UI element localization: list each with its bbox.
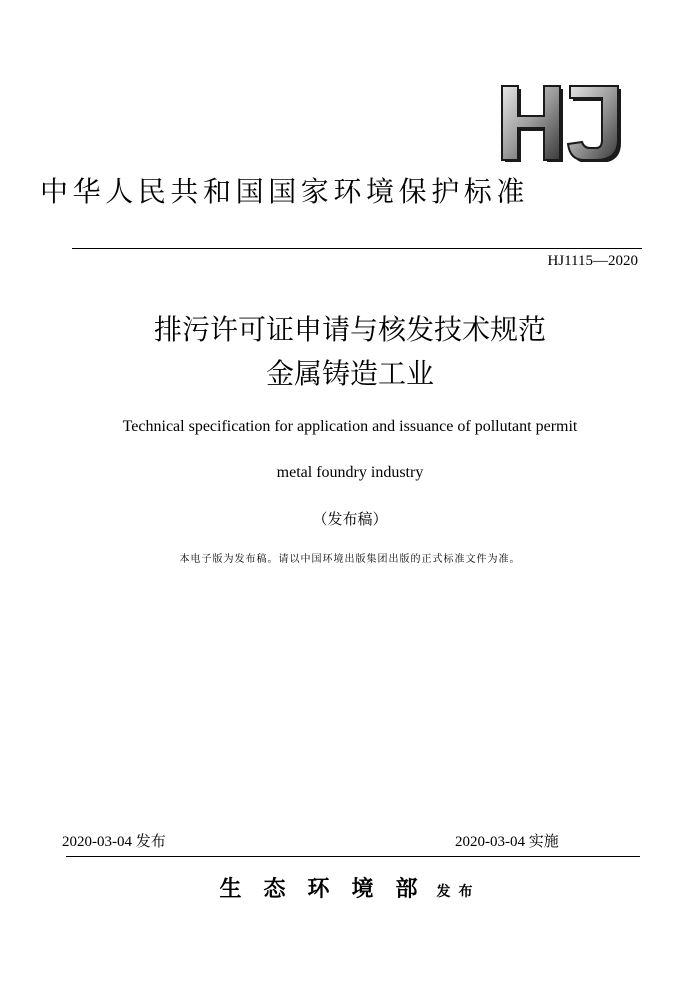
implementation-date-suffix: 实施 (528, 832, 559, 850)
electronic-edition-notice: 本电子版为发布稿。请以中国环境出版集团出版的正式标准文件为准。 (179, 554, 521, 565)
footer-divider (66, 856, 640, 857)
hj-logo (500, 84, 630, 162)
implementation-date (455, 830, 559, 851)
standard-number: HJ1115—2020 (547, 253, 638, 269)
title-en-main: Technical specification for application and issuance of pollutant permit (122, 418, 578, 435)
title-cn-sub: 金属铸造工业 (265, 357, 434, 390)
issue-date-suffix: 发布 (135, 832, 166, 850)
title-en-sub: metal foundry industry (276, 464, 424, 481)
logo-letter-h (502, 86, 560, 160)
publisher (0, 872, 700, 903)
publisher-name: 生态环境部 (219, 877, 440, 902)
title-cn-main: 排污许可证申请与核发技术规范 (153, 313, 546, 346)
header-divider (72, 248, 642, 249)
logo-letter-j (568, 86, 618, 160)
implementation-date-value: 2020-03-04 (455, 834, 525, 850)
hj-logo-graphic (500, 84, 630, 162)
issue-date (62, 830, 166, 851)
draft-label: （发布稿） (312, 510, 388, 528)
publisher-suffix: 发布 (436, 884, 481, 900)
issue-date-value: 2020-03-04 (62, 834, 132, 850)
standard-type-banner: 中华人民共和国国家环境保护标准 (40, 175, 530, 208)
